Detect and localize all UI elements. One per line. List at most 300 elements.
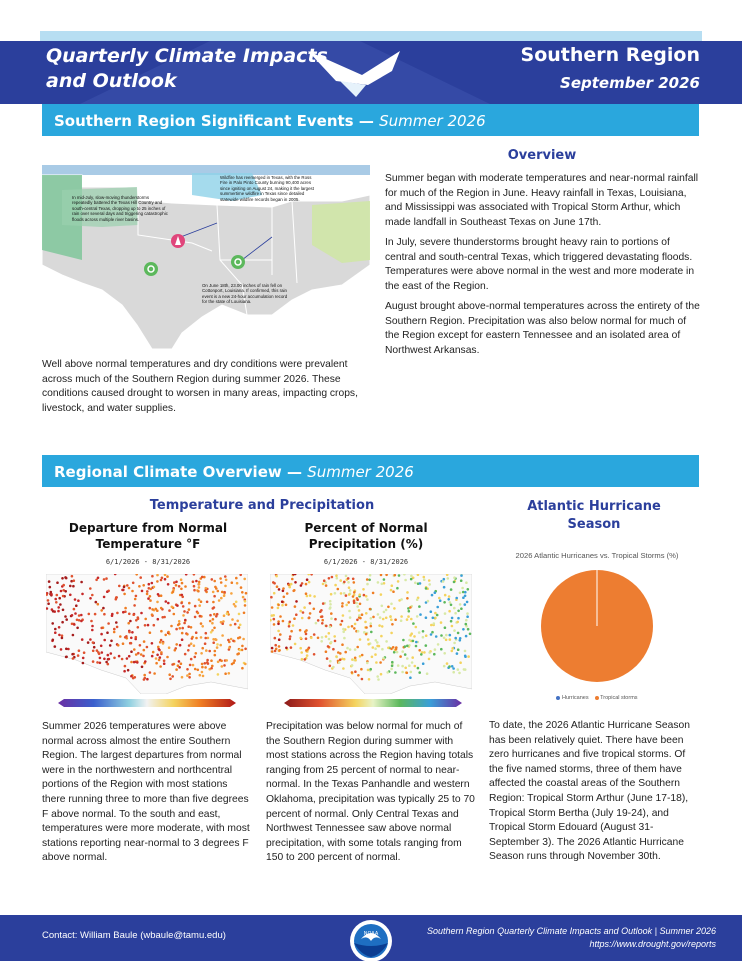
station-dot: [354, 657, 357, 660]
precip-map-title: Percent of Normal Precipitation (%): [304, 521, 428, 551]
station-dot: [327, 645, 330, 648]
station-dot: [358, 609, 361, 612]
station-dot: [443, 665, 446, 668]
station-dot: [343, 637, 346, 640]
station-dot: [394, 618, 397, 621]
station-dot: [285, 604, 288, 607]
station-dot: [466, 601, 469, 604]
station-dot: [400, 598, 403, 601]
legend-item-tropical-storms: Tropical storms: [595, 695, 638, 701]
station-dot: [302, 611, 305, 614]
station-dot: [190, 642, 193, 645]
station-dot: [406, 657, 409, 660]
station-dot: [146, 590, 149, 593]
station-dot: [162, 642, 165, 645]
station-dot: [416, 598, 419, 601]
station-dot: [200, 652, 203, 655]
station-dot: [100, 645, 103, 648]
station-dot: [122, 642, 125, 645]
station-dot: [391, 623, 394, 626]
station-dot: [124, 607, 127, 610]
station-dot: [276, 585, 279, 588]
report-title: Quarterly Climate Impacts and Outlook: [46, 45, 328, 92]
station-dot: [121, 658, 124, 661]
station-dot: [200, 622, 203, 625]
station-dot: [157, 618, 160, 621]
station-dot: [243, 578, 246, 581]
station-dot: [423, 651, 426, 654]
station-dot: [100, 627, 103, 630]
station-dot: [92, 660, 95, 663]
station-dot: [379, 616, 382, 619]
station-dot: [321, 615, 324, 618]
station-dot: [418, 605, 421, 608]
station-dot: [411, 656, 414, 659]
station-dot: [122, 611, 125, 614]
station-dot: [241, 591, 244, 594]
station-dot: [153, 624, 156, 627]
station-dot: [217, 673, 220, 676]
station-dot: [282, 587, 285, 590]
station-dot: [220, 660, 223, 663]
station-dot: [392, 590, 395, 593]
station-dot: [459, 661, 462, 664]
station-dot: [451, 625, 454, 628]
station-dot: [461, 587, 464, 590]
station-dot: [334, 584, 337, 587]
station-dot: [149, 607, 152, 610]
station-dot: [455, 597, 458, 600]
station-dot: [164, 578, 167, 581]
station-dot: [133, 648, 136, 651]
station-dot: [341, 643, 344, 646]
station-dot: [143, 649, 146, 652]
station-dot: [168, 673, 171, 676]
station-dot: [208, 650, 211, 653]
station-dot: [107, 654, 110, 657]
header-accent-band: [40, 31, 702, 41]
station-dot: [135, 595, 138, 598]
station-dot: [440, 621, 443, 624]
station-dot: [370, 617, 373, 620]
station-dot: [144, 624, 147, 627]
station-dot: [135, 619, 138, 622]
station-dot: [356, 605, 359, 608]
station-dot: [180, 602, 183, 605]
station-dot: [376, 645, 379, 648]
station-dot: [144, 618, 147, 621]
station-dot: [331, 576, 334, 579]
station-dot: [188, 602, 191, 605]
station-dot: [354, 623, 357, 626]
station-dot: [175, 581, 178, 584]
station-dot: [59, 603, 62, 606]
station-dot: [163, 659, 166, 662]
station-dot: [387, 606, 390, 609]
station-dot: [77, 654, 80, 657]
station-dot: [277, 623, 280, 626]
station-dot: [368, 678, 371, 681]
station-dot: [464, 655, 467, 658]
station-dot: [434, 612, 437, 615]
station-dot: [447, 577, 450, 580]
map-note-wildfire: Wildfire has reemerged in Texas, with the Ross Fire in Palo Pinto County burning 90,400 acres since igniting on August 24, making it the largest summertime wildfire in Texas since detailed statewide wildfire records began in 2005.: [220, 175, 314, 202]
station-dot: [423, 576, 426, 579]
station-dot: [54, 628, 57, 631]
station-dot: [275, 575, 278, 578]
station-dot: [361, 613, 364, 616]
station-dot: [151, 608, 154, 611]
events-map: [42, 165, 370, 349]
station-dot: [211, 629, 214, 632]
station-dot: [124, 665, 127, 668]
station-dot: [174, 649, 177, 652]
station-dot: [409, 676, 412, 679]
station-dot: [412, 640, 415, 643]
station-dot: [436, 606, 439, 609]
temp-precip-title: Temperature and Precipitation: [149, 498, 375, 513]
footer-url[interactable]: https://www.drought.gov/reports: [589, 939, 716, 949]
station-dot: [394, 671, 397, 674]
station-dot: [197, 590, 200, 593]
station-dot: [119, 635, 122, 638]
station-dot: [322, 583, 325, 586]
station-dot: [427, 600, 430, 603]
station-dot: [180, 578, 183, 581]
station-dot: [418, 671, 421, 674]
station-dot: [159, 665, 162, 668]
station-dot: [194, 605, 197, 608]
station-dot: [58, 597, 61, 600]
station-dot: [439, 599, 442, 602]
station-dot: [278, 645, 281, 648]
map-note-floods: In mid-July, slow-moving thunderstorms repeatedly battered the Texas Hill Country and south-central Texas, dropping up to 25 inches of rain over several days and triggering catastrophic floods across multiple river basins.: [72, 195, 168, 222]
station-dot: [184, 653, 187, 656]
station-dot: [309, 594, 312, 597]
station-dot: [382, 657, 385, 660]
station-dot: [61, 637, 64, 640]
station-dot: [192, 664, 195, 667]
station-dot: [335, 574, 338, 577]
station-dot: [304, 630, 307, 633]
station-dot: [305, 633, 308, 636]
station-dot: [410, 578, 413, 581]
station-dot: [83, 651, 86, 654]
station-dot: [127, 669, 130, 672]
station-dot: [48, 580, 51, 583]
station-dot: [467, 655, 470, 658]
station-dot: [223, 664, 226, 667]
station-dot: [123, 586, 126, 589]
station-dot: [181, 582, 184, 585]
station-dot: [139, 576, 142, 579]
region-name: Southern Region: [520, 44, 700, 66]
station-dot: [448, 595, 451, 598]
station-dot: [326, 657, 329, 660]
noaa-logo-icon: [349, 919, 393, 961]
station-dot: [353, 600, 356, 603]
station-dot: [434, 591, 437, 594]
station-dot: [130, 650, 133, 653]
station-dot: [456, 621, 459, 624]
station-dot: [130, 637, 133, 640]
station-dot: [198, 604, 201, 607]
station-dot: [186, 668, 189, 671]
station-dot: [383, 611, 386, 614]
station-dot: [344, 651, 347, 654]
station-dot: [230, 638, 233, 641]
station-dot: [370, 631, 373, 634]
station-dot: [160, 607, 163, 610]
station-dot: [57, 606, 60, 609]
station-dot: [128, 631, 131, 634]
station-dot: [415, 641, 418, 644]
station-dot: [206, 601, 209, 604]
station-dot: [172, 590, 175, 593]
station-dot: [180, 662, 183, 665]
station-dot: [211, 578, 214, 581]
station-dot: [223, 591, 226, 594]
station-dot: [271, 606, 274, 609]
station-dot: [91, 625, 94, 628]
station-dot: [460, 579, 463, 582]
station-dot: [186, 611, 189, 614]
station-dot: [452, 671, 455, 674]
station-dot: [207, 662, 210, 665]
station-dot: [71, 575, 74, 578]
station-dot: [188, 676, 191, 679]
station-dot: [65, 656, 68, 659]
station-dot: [419, 613, 422, 616]
temp-map-title: Departure from Normal Temperature °F: [68, 521, 228, 551]
station-dot: [188, 644, 191, 647]
station-dot: [359, 655, 362, 658]
station-dot: [209, 614, 212, 617]
station-dot: [339, 579, 342, 582]
station-dot: [397, 664, 400, 667]
station-dot: [450, 604, 453, 607]
station-dot: [323, 579, 326, 582]
station-dot: [221, 622, 224, 625]
station-dot: [224, 585, 227, 588]
station-dot: [193, 585, 196, 588]
station-dot: [221, 591, 224, 594]
station-dot: [175, 584, 178, 587]
station-dot: [90, 620, 93, 623]
station-dot: [177, 664, 180, 667]
station-dot: [410, 671, 413, 674]
station-dot: [349, 648, 352, 651]
station-dot: [274, 644, 277, 647]
station-dot: [126, 584, 129, 587]
station-dot: [381, 625, 384, 628]
station-dot: [128, 655, 131, 658]
station-dot: [151, 613, 154, 616]
station-dot: [385, 617, 388, 620]
station-dot: [210, 667, 213, 670]
station-dot: [443, 578, 446, 581]
station-dot: [329, 665, 332, 668]
station-dot: [354, 648, 357, 651]
station-dot: [146, 593, 149, 596]
station-dot: [446, 662, 449, 665]
station-dot: [271, 647, 274, 650]
station-dot: [194, 616, 197, 619]
station-dot: [463, 668, 466, 671]
station-dot: [165, 600, 168, 603]
station-dot: [428, 651, 431, 654]
temperature-departure-map: [46, 574, 248, 694]
station-dot: [340, 592, 343, 595]
station-dot: [456, 652, 459, 655]
station-dot: [164, 634, 167, 637]
station-dot: [213, 613, 216, 616]
station-dot: [345, 594, 348, 597]
station-dot: [355, 602, 358, 605]
station-dot: [345, 575, 348, 578]
station-dot: [356, 646, 359, 649]
station-dot: [385, 609, 388, 612]
station-dot: [332, 666, 335, 669]
station-dot: [87, 641, 90, 644]
station-dot: [289, 621, 292, 624]
station-dot: [127, 622, 130, 625]
station-dot: [372, 592, 375, 595]
station-dot: [410, 618, 413, 621]
station-dot: [396, 587, 399, 590]
station-dot: [342, 628, 345, 631]
station-dot: [341, 605, 344, 608]
station-dot: [156, 580, 159, 583]
station-dot: [434, 648, 437, 651]
station-dot: [212, 641, 215, 644]
station-dot: [204, 666, 207, 669]
station-dot: [140, 612, 143, 615]
station-dot: [188, 673, 191, 676]
station-dot: [432, 617, 435, 620]
station-dot: [301, 658, 304, 661]
station-dot: [450, 620, 453, 623]
station-dot: [159, 641, 162, 644]
station-dot: [175, 643, 178, 646]
station-dot: [342, 667, 345, 670]
station-dot: [428, 583, 431, 586]
station-dot: [228, 672, 231, 675]
station-dot: [151, 642, 154, 645]
station-dot: [444, 612, 447, 615]
station-dot: [97, 577, 100, 580]
station-dot: [146, 678, 149, 681]
southern-region-map: [42, 165, 370, 349]
station-dot: [325, 584, 328, 587]
station-dot: [281, 600, 284, 603]
station-dot: [216, 613, 219, 616]
station-dot: [301, 617, 304, 620]
station-dot: [216, 646, 219, 649]
station-dot: [139, 644, 142, 647]
station-dot: [401, 650, 404, 653]
station-dot: [183, 622, 186, 625]
station-dot: [467, 628, 470, 631]
station-dot: [241, 667, 244, 670]
station-dot: [278, 638, 281, 641]
station-dot: [197, 612, 200, 615]
station-dot: [123, 670, 126, 673]
station-dot: [73, 623, 76, 626]
station-dot: [416, 615, 419, 618]
station-dot: [236, 620, 239, 623]
station-dot: [243, 612, 246, 615]
station-dot: [342, 614, 345, 617]
station-dot: [65, 577, 68, 580]
station-dot: [222, 620, 225, 623]
station-dot: [425, 616, 428, 619]
station-dot: [97, 651, 100, 654]
station-dot: [333, 635, 336, 638]
station-dot: [80, 614, 83, 617]
station-dot: [51, 622, 54, 625]
station-dot: [240, 586, 243, 589]
station-dot: [192, 580, 195, 583]
station-dot: [60, 590, 63, 593]
station-dot: [223, 594, 226, 597]
station-dot: [55, 601, 58, 604]
station-dot: [330, 593, 333, 596]
station-dot: [300, 651, 303, 654]
station-dot: [408, 664, 411, 667]
station-dot: [130, 661, 133, 664]
station-dot: [130, 642, 133, 645]
station-dot: [181, 627, 184, 630]
station-dot: [62, 595, 65, 598]
station-dot: [151, 575, 154, 578]
station-dot: [141, 590, 144, 593]
station-dot: [313, 608, 316, 611]
station-dot: [110, 640, 113, 643]
station-dot: [78, 619, 81, 622]
station-dot: [299, 629, 302, 632]
station-dot: [103, 613, 106, 616]
station-dot: [466, 612, 469, 615]
station-dot: [453, 581, 456, 584]
station-dot: [156, 609, 159, 612]
station-dot: [101, 651, 104, 654]
station-dot: [393, 651, 396, 654]
temperature-color-scale: [58, 698, 236, 708]
station-dot: [81, 638, 84, 641]
station-dot: [153, 586, 156, 589]
station-dot: [103, 578, 106, 581]
station-dot: [408, 610, 411, 613]
station-dot: [428, 658, 431, 661]
station-dot: [400, 615, 403, 618]
station-dot: [282, 620, 285, 623]
station-dot: [352, 578, 355, 581]
station-dot: [328, 638, 331, 641]
station-dot: [149, 631, 152, 634]
station-dot: [166, 656, 169, 659]
station-dot: [353, 591, 356, 594]
station-dot: [220, 581, 223, 584]
station-dot: [465, 581, 468, 584]
station-dot: [193, 589, 196, 592]
station-dot: [155, 657, 158, 660]
station-dot: [364, 621, 367, 624]
station-dot: [354, 670, 357, 673]
station-dot: [325, 625, 328, 628]
station-dot: [420, 653, 423, 656]
station-dot: [406, 672, 409, 675]
